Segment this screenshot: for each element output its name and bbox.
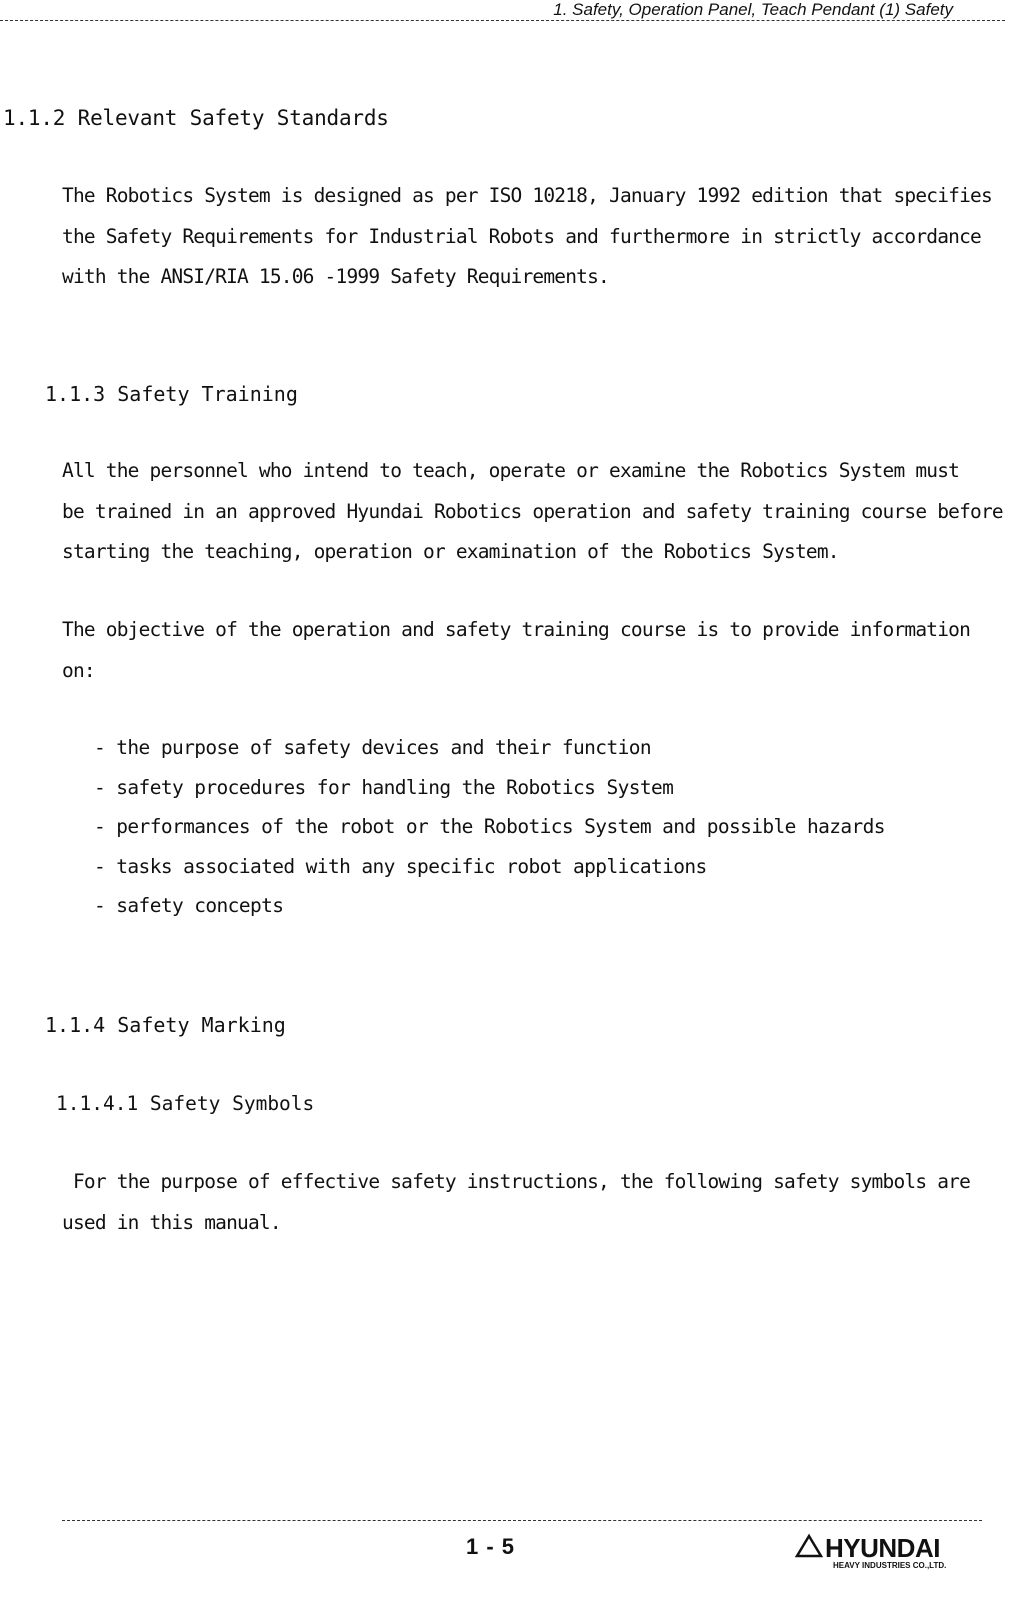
paragraph-line: be trained in an approved Hyundai Robotics operation and safety training course before bbox=[62, 499, 1003, 523]
paragraph-line: For the purpose of effective safety instructions, the following safety symbols are bbox=[62, 1170, 971, 1193]
paragraph-line: All the personnel who intend to teach, operate or examine the Robotics System must bbox=[62, 459, 960, 482]
paragraph-line: used in this manual. bbox=[62, 1210, 281, 1234]
training-topics-list bbox=[94, 728, 885, 926]
logo-wordmark: HYUNDAI bbox=[825, 1533, 940, 1563]
paragraph-training-requirement bbox=[62, 451, 1012, 573]
list-item: - safety procedures for handling the Robotics System bbox=[94, 775, 674, 799]
footer-divider bbox=[62, 1520, 982, 1521]
header-divider bbox=[0, 20, 1005, 21]
paragraph-line: on: bbox=[62, 658, 95, 682]
list-item: - tasks associated with any specific robot applications bbox=[94, 854, 707, 878]
hyundai-logo bbox=[795, 1530, 970, 1570]
logo-triangle-icon bbox=[797, 1536, 821, 1556]
paragraph-relevant-standards bbox=[62, 176, 1012, 298]
subsection-heading-1-1-4-1: 1.1.4.1 Safety Symbols bbox=[56, 1092, 315, 1115]
paragraph-line: The objective of the operation and safety training course is to provide information bbox=[62, 618, 971, 641]
section-heading-1-1-3: 1.1.3 Safety Training bbox=[45, 382, 298, 406]
paragraph-line: The Robotics System is designed as per ISO 10218, January 1992 edition that specifies bbox=[62, 184, 992, 207]
paragraph-safety-symbols bbox=[62, 1162, 1012, 1243]
list-item: - the purpose of safety devices and their function bbox=[94, 736, 651, 759]
section-heading-1-1-4: 1.1.4 Safety Marking bbox=[45, 1013, 286, 1037]
paragraph-training-objective bbox=[62, 610, 1012, 691]
section-heading-1-1-2: 1.1.2 Relevant Safety Standards bbox=[3, 106, 389, 130]
paragraph-line: with the ANSI/RIA 15.06 -1999 Safety Requirements. bbox=[62, 265, 610, 288]
list-item: - safety concepts bbox=[94, 894, 284, 917]
paragraph-line: starting the teaching, operation or examination of the Robotics System. bbox=[62, 540, 839, 563]
page-header-title: 1. Safety, Operation Panel, Teach Pendant (1) Safety bbox=[553, 0, 953, 19]
logo-subtext: HEAVY INDUSTRIES CO.,LTD. bbox=[833, 1561, 947, 1570]
hyundai-logo-graphic bbox=[795, 1530, 970, 1570]
paragraph-line: the Safety Requirements for Industrial Robots and furthermore in strictly accordance bbox=[62, 224, 981, 248]
page-number: 1 - 5 bbox=[466, 1534, 516, 1559]
list-item: - performances of the robot or the Robotics System and possible hazards bbox=[94, 815, 885, 838]
